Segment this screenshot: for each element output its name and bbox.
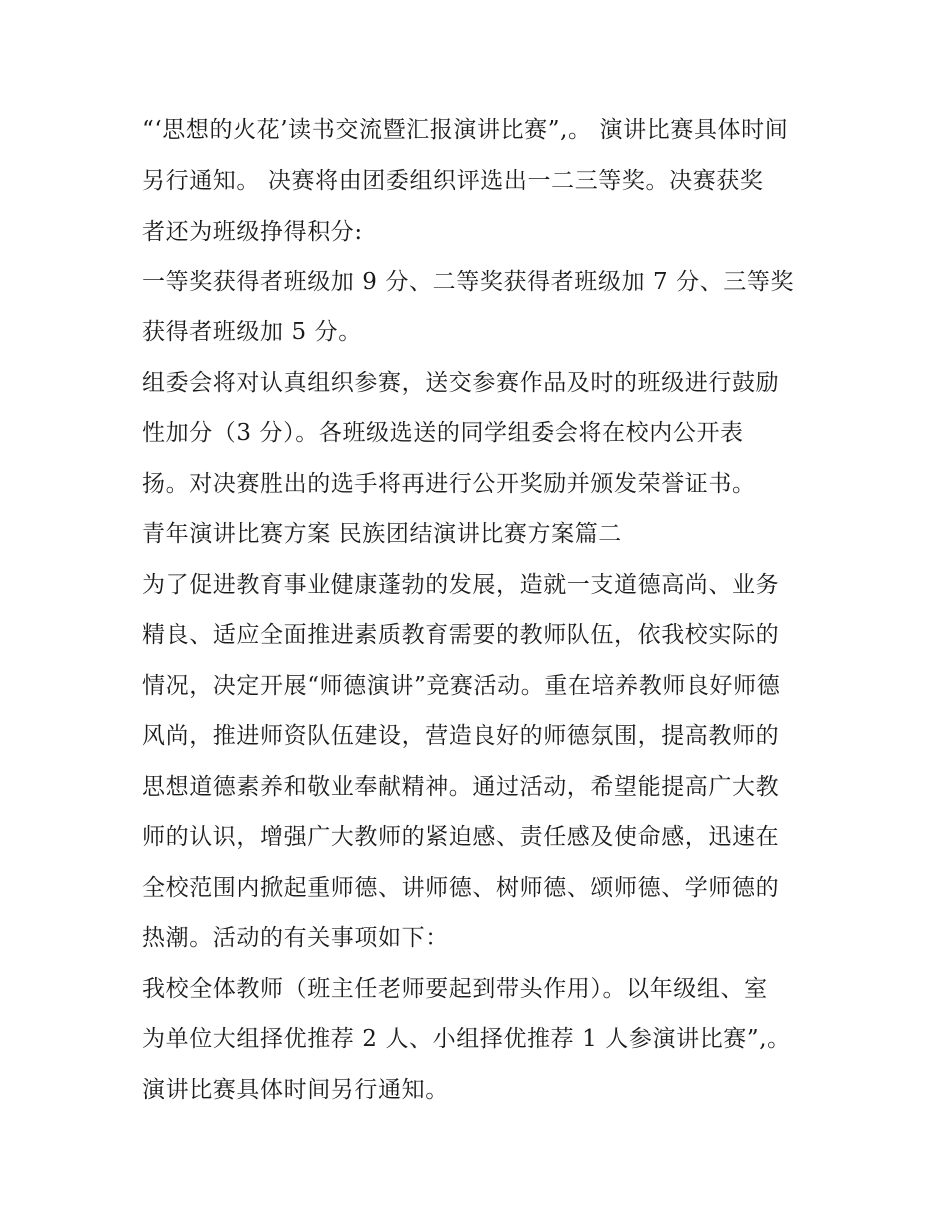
text-line: 扬。对决赛胜出的选手将再进行公开奖励并颁发荣誉证书。 bbox=[142, 471, 756, 497]
text-line: 为了促进教育事业健康蓬勃的发展，造就一支道德高尚、业务 bbox=[142, 572, 780, 598]
text-line: 全校范围内掀起重师德、讲师德、树师德、颂师德、学师德的 bbox=[142, 875, 780, 901]
text-line: 精良、适应全面推进素质教育需要的教师队伍，依我校实际的 bbox=[142, 622, 780, 648]
text-line: “‘思想的火花’读书交流暨汇报演讲比赛”,。 演讲比赛具体时间 bbox=[142, 117, 789, 143]
text-line: 风尚，推进师资队伍建设，营造良好的师德氛围，提高教师的 bbox=[142, 723, 780, 749]
text-line: 者还为班级挣得积分: bbox=[142, 219, 363, 245]
text-line: 师的认识，增强广大教师的紧迫感、责任感及使命感，迅速在 bbox=[142, 824, 780, 850]
text-line: 热潮。活动的有关事项如下： bbox=[142, 925, 449, 951]
text-line: 演讲比赛具体时间另行通知。 bbox=[142, 1077, 449, 1103]
text-line: 我校全体教师（班主任老师要起到带头作用）。以年级组、室 bbox=[142, 976, 768, 1002]
text-line: 思想道德素养和敬业奉献精神。通过活动，希望能提高广大教 bbox=[142, 774, 780, 800]
text-line: 情况，决定开展“师德演讲”竞赛活动。重在培养教师良好师德 bbox=[142, 673, 781, 699]
section-heading: 青年演讲比赛方案 民族团结演讲比赛方案篇二 bbox=[142, 521, 622, 547]
text-line: 性加分（3 分）。各班级选送的同学组委会将在校内公开表 bbox=[142, 420, 744, 446]
text-line: 组委会将对认真组织参赛，送交参赛作品及时的班级进行鼓励 bbox=[142, 370, 780, 396]
text-line: 获得者班级加 5 分。 bbox=[142, 319, 362, 345]
text-line: 一等奖获得者班级加 9 分、二等奖获得者班级加 7 分、三等奖 bbox=[142, 269, 795, 295]
text-line: 为单位大组择优推荐 2 人、小组择优推荐 1 人参演讲比赛”,。 bbox=[142, 1026, 791, 1052]
text-line: 另行通知。 决赛将由团委组织评选出一二三等奖。决赛获奖 bbox=[142, 168, 764, 194]
